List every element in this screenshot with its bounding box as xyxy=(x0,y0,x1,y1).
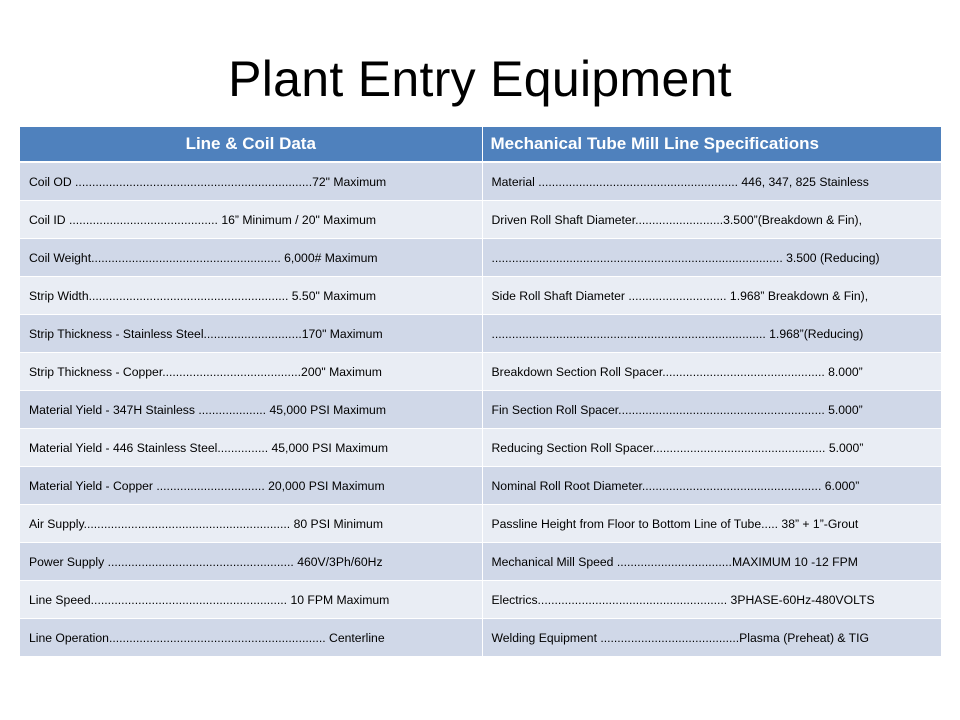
table-row xyxy=(20,162,941,201)
table-row xyxy=(20,429,941,467)
table-cell: Power Supply ....................................................... 460V/3Ph/60Hz xyxy=(20,543,482,581)
table-cell: Line Speed.......................................................... 10 FPM Maximum xyxy=(20,581,482,619)
table-cell: Strip Width........................................................... 5.50" Maximum xyxy=(20,277,482,315)
table-cell: Line Operation................................................................ Centerline xyxy=(20,619,482,657)
table-row xyxy=(20,543,941,581)
table-cell: Breakdown Section Roll Spacer................................................ 8.000” xyxy=(482,353,941,391)
table-row xyxy=(20,619,941,657)
table-row xyxy=(20,391,941,429)
table-cell: Strip Thickness - Stainless Steel.............................170" Maximum xyxy=(20,315,482,353)
table-body xyxy=(20,162,941,657)
table-cell: Mechanical Mill Speed ..................................MAXIMUM 10 -12 FPM xyxy=(482,543,941,581)
page-title: Plant Entry Equipment xyxy=(228,51,732,107)
table-row xyxy=(20,239,941,277)
table-cell: Driven Roll Shaft Diameter..........................3.500”(Breakdown & Fin), xyxy=(482,201,941,239)
table-row xyxy=(20,277,941,315)
table-row xyxy=(20,353,941,391)
table-cell: Material Yield - 347H Stainless .................... 45,000 PSI Maximum xyxy=(20,391,482,429)
table-cell: Coil OD ......................................................................72" Maximum xyxy=(20,162,482,201)
table-cell: Coil ID ............................................ 16” Minimum / 20" Maximum xyxy=(20,201,482,239)
table-cell: Material Yield - 446 Stainless Steel............... 45,000 PSI Maximum xyxy=(20,429,482,467)
table-row xyxy=(20,201,941,239)
table-cell: Reducing Section Roll Spacer................................................... 5.000” xyxy=(482,429,941,467)
spec-table xyxy=(20,127,942,657)
table-row xyxy=(20,467,941,505)
table-cell: ...................................................................................... 3.500 (Reducing) xyxy=(482,239,941,277)
table-cell: Welding Equipment .........................................Plasma (Preheat) & TIG xyxy=(482,619,941,657)
table-cell: Side Roll Shaft Diameter ............................. 1.968” Breakdown & Fin), xyxy=(482,277,941,315)
table-cell: Electrics........................................................ 3PHASE-60Hz-480VOLTS xyxy=(482,581,941,619)
table-cell: Strip Thickness - Copper.........................................200" Maximum xyxy=(20,353,482,391)
table-cell: Air Supply............................................................. 80 PSI Minimum xyxy=(20,505,482,543)
table-cell: Nominal Roll Root Diameter..................................................... 6.000” xyxy=(482,467,941,505)
table-row xyxy=(20,505,941,543)
column-header-mill-specifications: Mechanical Tube Mill Line Specifications xyxy=(482,127,941,162)
table-cell: Coil Weight........................................................ 6,000# Maximum xyxy=(20,239,482,277)
table-cell: Passline Height from Floor to Bottom Line of Tube..... 38” + 1”-Grout xyxy=(482,505,941,543)
table-header-row xyxy=(20,127,941,162)
table-cell: ................................................................................. 1.968”(Reducing) xyxy=(482,315,941,353)
column-header-line-coil-data: Line & Coil Data xyxy=(20,127,482,162)
table-row xyxy=(20,581,941,619)
table-cell: Fin Section Roll Spacer............................................................. 5.000” xyxy=(482,391,941,429)
table-cell: Material Yield - Copper ................................ 20,000 PSI Maximum xyxy=(20,467,482,505)
table-cell: Material ........................................................... 446, 347, 825 Stainless xyxy=(482,162,941,201)
table-row xyxy=(20,315,941,353)
